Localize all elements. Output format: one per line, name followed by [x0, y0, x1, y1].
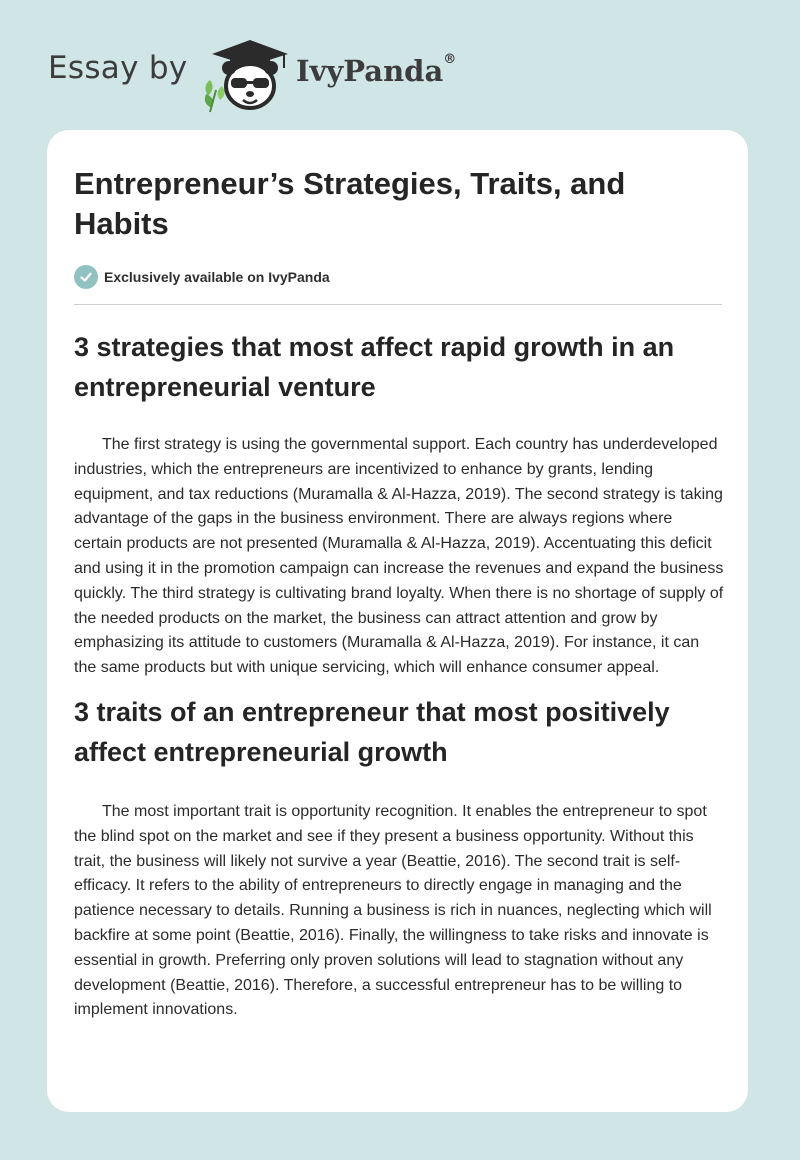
checkmark-icon [74, 265, 98, 289]
page-title: Entrepreneur’s Strategies, Traits, and Habits [74, 166, 626, 241]
section-paragraph-strategies: The first strategy is using the governmental support. Each country has underdeveloped industries, which the entrepreneurs are incentivized to enhance by grants, lending equipment, and tax reductions (Muramalla & Al-Hazza, 2019). The second strategy is taking advantage of the gaps in the business environment. There are always regions where certain products are not presented (Muramalla & Al-Hazza, 2019). Accentuating this deficit and using it in the promotion campaign can increase the revenues and expand the business quickly. The third strategy is cultivating brand loyalty. When there is no shortage of supply of the needed products on the market, the business can attract attention and grow by emphasizing its attitude to customers (Muramalla & Al-Hazza, 2019). For instance, it can the same products but with unique servicing, which will enhance consumer appeal. [74, 436, 724, 677]
title-divider [74, 304, 722, 305]
registered-mark: ® [443, 52, 457, 67]
section-paragraph-traits: The most important trait is opportunity recognition. It enables the entrepreneur to spot the blind spot on the market and see if they present a business opportunity. Without this trait, the business will likely not survive a year (Beattie, 2016). The second trait is self-efficacy. It refers to the ability of entrepreneurs to directly engage in managing and the patience necessary to details. Running a business is rich in nuances, neglecting which will backfire at some point (Beattie, 2016). Finally, the willingness to take risks and innovate is essential in growth. Preferring only proven solutions will lead to stagnation without any development (Beattie, 2016). Therefore, a successful entrepreneur has to be willing to implement innovations. [74, 802, 712, 1019]
essay-content [74, 164, 724, 1023]
panda-graduate-icon[interactable] [200, 34, 290, 114]
essay-by-label: Essay by [48, 50, 188, 86]
exclusive-badge [74, 264, 724, 290]
essay-card [47, 130, 748, 1112]
section-heading-traits: 3 traits of an entrepreneur that most positively affect entrepreneurial growth [74, 696, 670, 767]
site-header [48, 30, 508, 110]
section-heading-strategies: 3 strategies that most affect rapid growth in an entrepreneurial venture [74, 332, 675, 402]
exclusive-label: Exclusively available on IvyPanda [104, 269, 330, 285]
brand-name[interactable]: IvyPanda® [296, 52, 457, 88]
